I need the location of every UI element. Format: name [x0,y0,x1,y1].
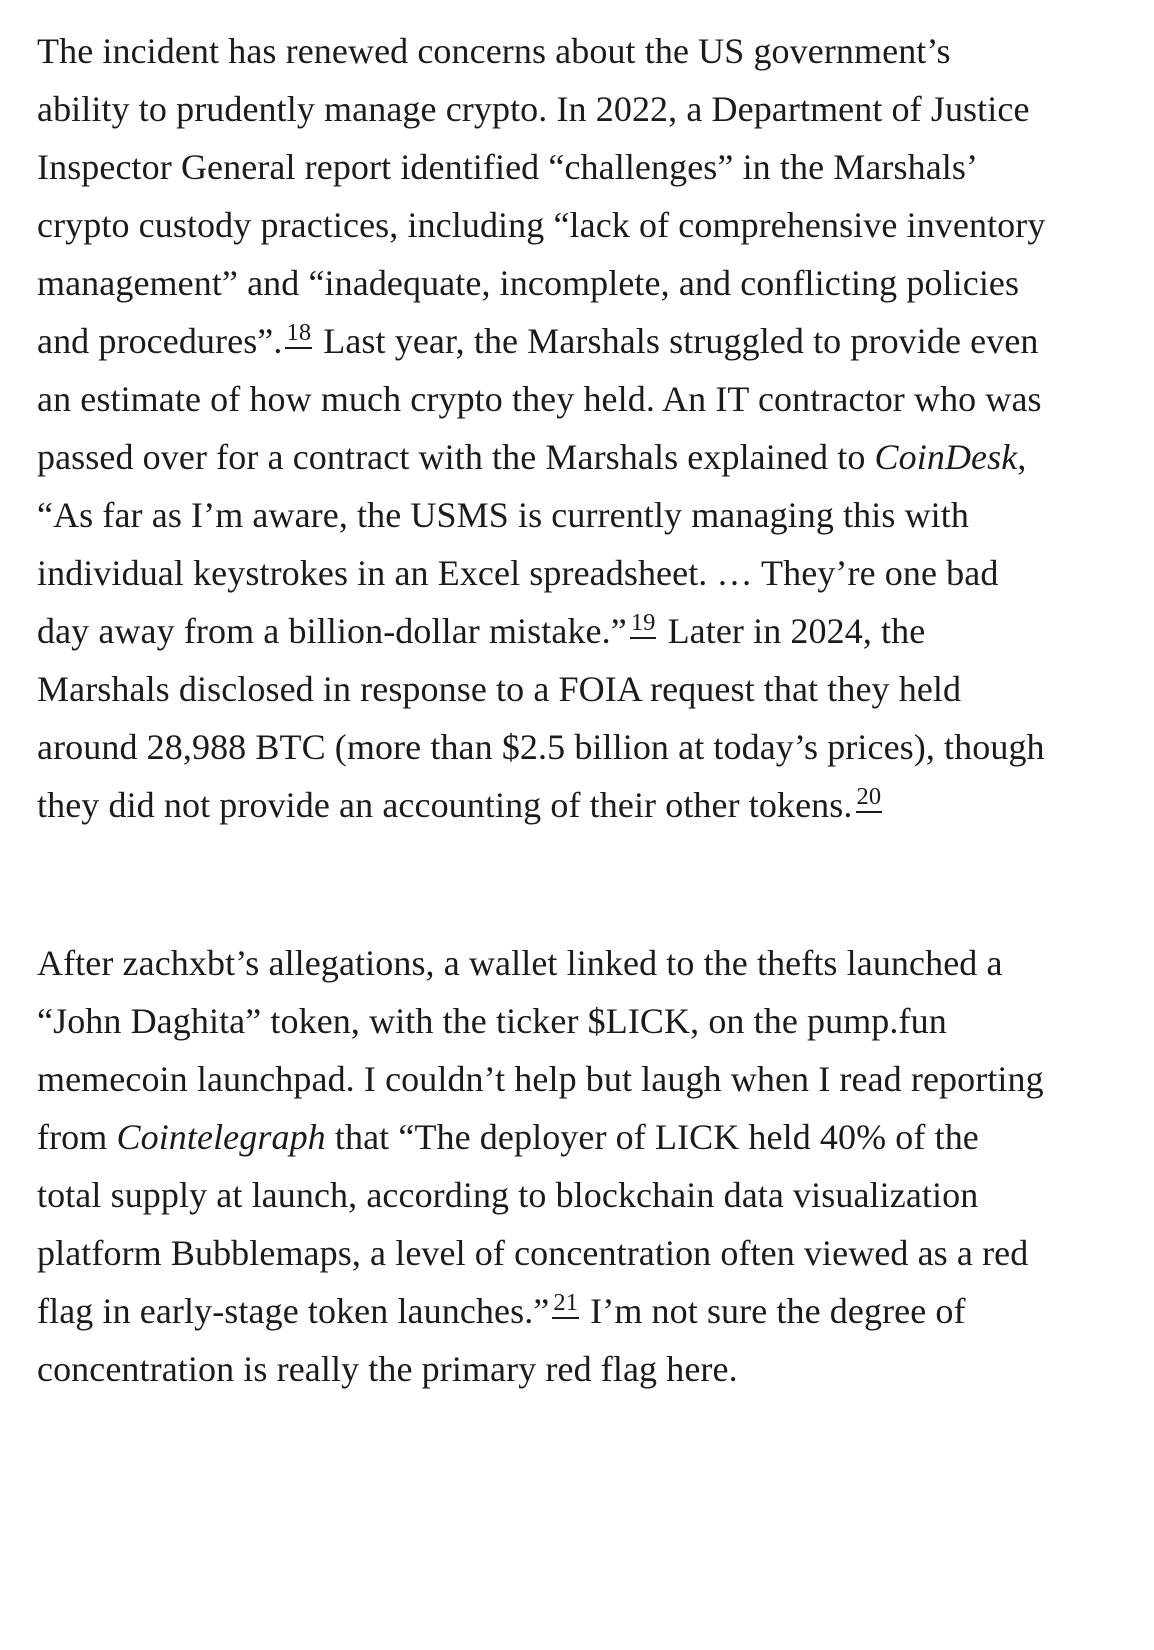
paragraph-2 [37,934,1047,1398]
text-run: Last year, the Marshals struggled to provide even an estimate of how much crypto they held. An IT contractor who was passed over for a contract with the Marshals explained to [37,321,1042,477]
text-run: I’m not sure the degree of concentration is really the primary red flag here. [37,1291,966,1389]
text-run: Later in 2024, the Marshals disclosed in response to a FOIA request that they held around 28,988 BTC (more than $2.5 billion at today’s prices), though they did not provide an accounting of their other tokens. [37,611,1045,825]
paragraph-1 [37,22,1047,834]
publication-name-italic: Cointelegraph [116,1117,326,1157]
publication-name-italic: CoinDesk [874,437,1018,477]
footnote-link-19[interactable]: 19 [630,611,657,638]
footnote-link-18[interactable]: 18 [285,321,312,348]
article-body [37,22,1047,1398]
text-run: that “The deployer of LICK held 40% of the total supply at launch, according to blockchain data visualization platform Bubblemaps, a level of concentration often viewed as a red flag in early-stage token launches.” [37,1117,1029,1331]
text-run: After zachxbt’s allegations, a wallet linked to the thefts launched a “John Daghita” token, with the ticker $LICK, on the pump.fun memecoin launchpad. I couldn’t help but laugh when I read reporting from [37,943,1044,1157]
text-run: , “As far as I’m aware, the USMS is currently managing this with individual keystrokes in an Excel spreadsheet. … They’re one bad day away from a billion-dollar mistake.” [37,437,1027,651]
footnote-link-20[interactable]: 20 [856,785,883,812]
text-run: The incident has renewed concerns about the US government’s ability to prudently manage crypto. In 2022, a Department of Justice Inspector General report identified “challenges” in the Marshals’ crypto custody practices, including “lack of comprehensive inventory management” and “inadequate, incomplete, and conflicting policies and procedures”. [37,31,1046,361]
footnote-link-21[interactable]: 21 [552,1291,579,1318]
